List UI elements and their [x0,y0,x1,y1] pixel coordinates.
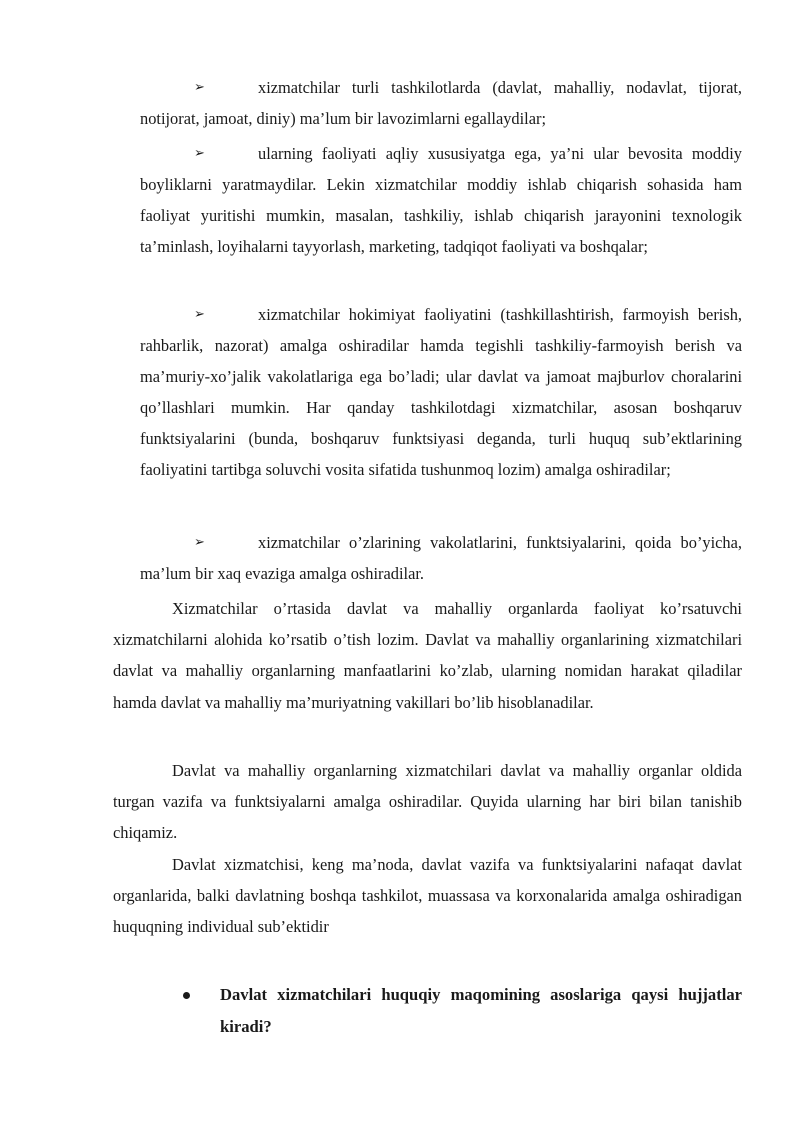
arrow-bullet-icon: ➢ [194,307,205,322]
question-text: Davlat xizmatchilari huquqiy maqomining asoslariga qaysi hujjatlar kiradi? [220,985,742,1036]
arrow-list-item-text: ularning faoliyati aqliy xususiyatga ega, ya’ni ular bevosita moddiy boyliklarni yaratmaydilar. Lekin xizmatchilar moddiy ishlab chiqarish sohasida ham faoliyat yuritishi mumkin, masalan, tashkiliy, ishlab chiqarish jarayonini texnologik ta’minlash, loyihalarni tayyorlash, marketing, tadqiqot faoliyati va boshqalar; [140,144,742,256]
body-paragraph: Davlat va mahalliy organlarning xizmatchilari davlat va mahalliy organlar oldida turgan vazifa va funktsiyalarni amalga oshiradilar. Quyida ularning har biri bilan tanishib chiqamiz. [113,761,742,843]
arrow-bullet-icon: ➢ [194,80,205,95]
arrow-bullet-icon: ➢ [194,535,205,550]
arrow-list-item [140,528,742,590]
arrow-list-item-text: xizmatchilar turli tashkilotlarda (davlat, mahalliy, nodavlat, tijorat, notijorat, jamoat, diniy) ma’lum bir lavozimlarni egallaydilar; [140,78,742,128]
arrow-list-item-text: xizmatchilar o’zlarining vakolatlarini, funktsiyalarini, qoida bo’yicha, ma’lum bir xaq evaziga amalga oshiradilar. [140,533,742,583]
arrow-bullet-icon: ➢ [194,146,205,161]
body-paragraph: Davlat xizmatchisi, keng ma’noda, davlat vazifa va funktsiyalarini nafaqat davlat organlarida, balki davlatning boshqa tashkilot, muassasa va korxonalarida amalga oshiradigan huquqning individual sub’ektidir [113,855,742,937]
arrow-list-item-text: xizmatchilar hokimiyat faoliyatini (tashkillashtirish, farmoyish berish, rahbarlik, nazorat) amalga oshiradilar hamda tegishli tashkiliy-farmoyish berish va ma’muriy-xo’jalik vakolatlariga ega bo’ladi; ular davlat va jamoat majburlov choralarini qo’llashlari mumkin. Har qanday tashkilotdagi xizmatchilar, asosan boshqaruv funktsiyalarini (bunda, boshqaruv funktsiyasi deganda, turli huquq sub’ektlarining faoliyatini tartibga soluvchi vosita sifatida tushunmoq lozim) amalga oshiradilar; [140,305,742,479]
arrow-list-item [140,300,742,485]
question-bullet-item [193,979,742,1043]
arrow-list-item [140,139,742,263]
body-paragraph: Xizmatchilar o’rtasida davlat va mahalliy organlarda faoliyat ko’rsatuvchi xizmatchilarni alohida ko’rsatib o’tish lozim. Davlat va mahalliy organlarining xizmatchilari davlat va mahalliy organlarning manfaatlarini ko’zlab, ularning nomidan harakat qiladilar hamda davlat va mahalliy ma’muriyatning vakillari bo’lib hisoblanadilar. [113,599,742,712]
arrow-list-item [140,73,742,135]
round-bullet-icon [183,992,190,999]
